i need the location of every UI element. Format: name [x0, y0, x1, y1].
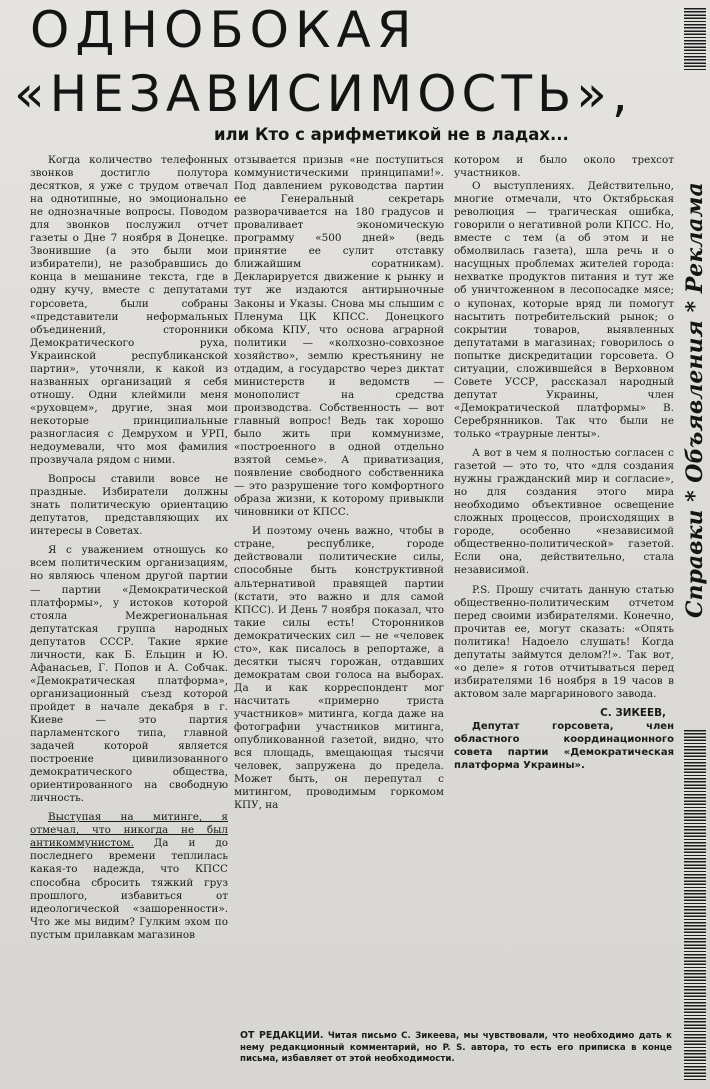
paragraph: А вот в чем я полностью согласен с газетой — это то, что «для создания нужны гражданский мир и согласие», но для создания этого мира необходимо объективное освещение сложных процессов, происходящих в городе, особенно «независимой общественно-политической» газетой. Если она, действительно, стала независимой. — [454, 447, 674, 577]
paragraph: отзывается призыв «не поступиться коммунистическими принципами!». Под давлением руководства партии ее Генеральный секретарь разворачивается на 180 градусов и проваливает экономическую программу «500 дней» (ведь принятие ее сулит отставку ближайшим соратникам). Декларируется движение к рынку и тут же издаются антирыночные Законы и Указы. Снова мы слышим с Пленума ЦК КПСС. Донецкого обкома КПУ, что основа аграрной политики — «колхозно-совхозное хозяйство», землю крестьянину не отдадим, а государство через диктат министерств и ведомств — монополист на средства производства. Собственность — вот главный вопрос! Ведь так хорошо было жить при коммунизме, «построенного в одной отдельно взятой семье». А приватизация, появление свободного собственника — это разрушение того комфортного образа жизни, к которому привыкли чиновники от КПСС. — [234, 154, 444, 519]
paragraph — [30, 811, 228, 941]
editorial-lead: ОТ РЕДАКЦИИ. — [240, 1030, 324, 1041]
paragraph: Я с уважением отношусь ко всем политическим организациям, но являюсь членом другой партии — партии «Демократической платформы», у истоков которой стояла Межрегиональная депутатская группа народных депутатов СССР. Такие яркие личности, как Б. Ельцин и Ю. Афанасьев, Г. Попов и А. Собчак. «Демократическая платформа», организационный съезд которой пройдет в начале декабря в г. Киеве — это партия парламентского типа, главной задачей которой является построение цивилизованного демократического общества, ориентированного на свободную личность. — [30, 544, 228, 805]
side-rubric-strip — [680, 0, 710, 1089]
paragraph: котором и было около трехсот участников. — [454, 154, 674, 180]
hatched-bar-bottom — [684, 730, 706, 1080]
paragraph: Когда количество телефонных звонков достигло полутора десятков, я уже с трудом отвечал на однотипные, но эмоционально не однозначные вопросы. Поводом для звонков послужил отчет газеты о Дне 7 ноября в Донецке. Звонившие (а это были мои избиратели), не разобравшись до конца в мешанине текста, где в одну кучу, вместе с депутатами горсовета, были собраны «представители неформальных объединений, сторонники Демократического руха, Украинской республиканской партии», уточняли, к какой из названных организаций я себя отношу. Одни клеймили меня «руховцем», другие, зная мои некоторые принципиальные разногласия с Демрухом и УРП, недоумевали, что моя фамилия прозвучала рядом с ними. — [30, 154, 228, 467]
side-rubric-label: Справки * Объявления * Реклама — [682, 182, 708, 618]
headline-line-1: ОДНОБОКАЯ — [30, 1, 418, 59]
paragraph: И поэтому очень важно, чтобы в стране, республике, городе действовали политические силы, способные быть конструктивной альтернативой правящей партии (кстати, это важно и для самой КПСС). И День 7 ноября показал, что такие силы есть! Сторонников демократических сил — не «человек сто», как писалось в репортаже, а десятки тысяч горожан, отдавших демократам свои голоса на выборах. Да и как корреспондент мог насчитать «примерно триста участников» митинга, когда даже на фотографии участников митинга, опубликованной газетой, видно, что вся площадь, вмещающая тысячи человек, запружена до предела. Может быть, он перепутал с митингом, проводимым горкомом КПУ, на — [234, 525, 444, 812]
subheadline: или Кто с арифметикой не в ладах... — [214, 125, 569, 144]
article-column-3 — [454, 154, 674, 1034]
headline-line-2: «НЕЗАВИСИМОСТЬ», — [14, 65, 633, 123]
author-signature: С. ЗИКЕЕВ, — [600, 706, 666, 719]
article-column-2 — [234, 154, 444, 1034]
highlighted-text: Выступая на митинге, я отмечал, что никогда не был антикоммунистом. — [30, 811, 228, 850]
editorial-note — [240, 1030, 672, 1066]
postscript: P.S. Прошу считать данную статью общественно-политическим отчетом перед своими избирателями. Конечно, прочитав ее, могут сказать: «Опять политика! Надоело слушать! Когда депутаты займутся делом?!». Так вот, «о деле» я готов отчитываться перед избирателями 16 ноября в 19 часов в актовом зале маргаринового завода. — [454, 583, 674, 700]
editorial-text: Читая письмо С. Зикеева, мы чувствовали, что необходимо дать к нему редакционный комментарий, но P. S. автора, то есть его приписка в конце письма, избавляет от этой необходимости. — [240, 1031, 673, 1064]
hatched-bar-top — [684, 8, 706, 70]
author-title: Депутат горсовета, член областного координационного совета партии «Демократическая платформа Украины». — [454, 720, 674, 772]
article-column-1 — [30, 154, 228, 1074]
paragraph-text: Да и до последнего времени теплилась какая-то надежда, что КПСС способна сбросить тяжкий груз прошлого, избавиться от идеологической «зашоренности». Что же мы видим? Гулким эхом по пустым прилавкам магазинов — [30, 837, 228, 941]
paragraph: Вопросы ставили вовсе не праздные. Избиратели должны знать политическую ориентацию депутатов, представляющих их интересы в Советах. — [30, 473, 228, 538]
paragraph: О выступлениях. Действительно, многие отмечали, что Октябрьская революция — трагическая ошибка, говорили о негативной роли КПСС. Но, вместе с тем (а об этом и не обмолвилась газета), шла речь и о насущных проблемах жителей города: нехватке продуктов питания и тут же об уничтоженном в лесопосадке мясе; о купонах, которые вряд ли помогут насытить потребительский рынок; о сокрытии товаров, выявленных депутатами в магазинах; говорилось о попытке дискредитации горсовета. О ситуации, сложившейся в Верховном Совете УССР, рассказал народный депутат Украины, член «Демократической платформы» В. Серебрянников. Так что были не только «траурные ленты». — [454, 180, 674, 440]
